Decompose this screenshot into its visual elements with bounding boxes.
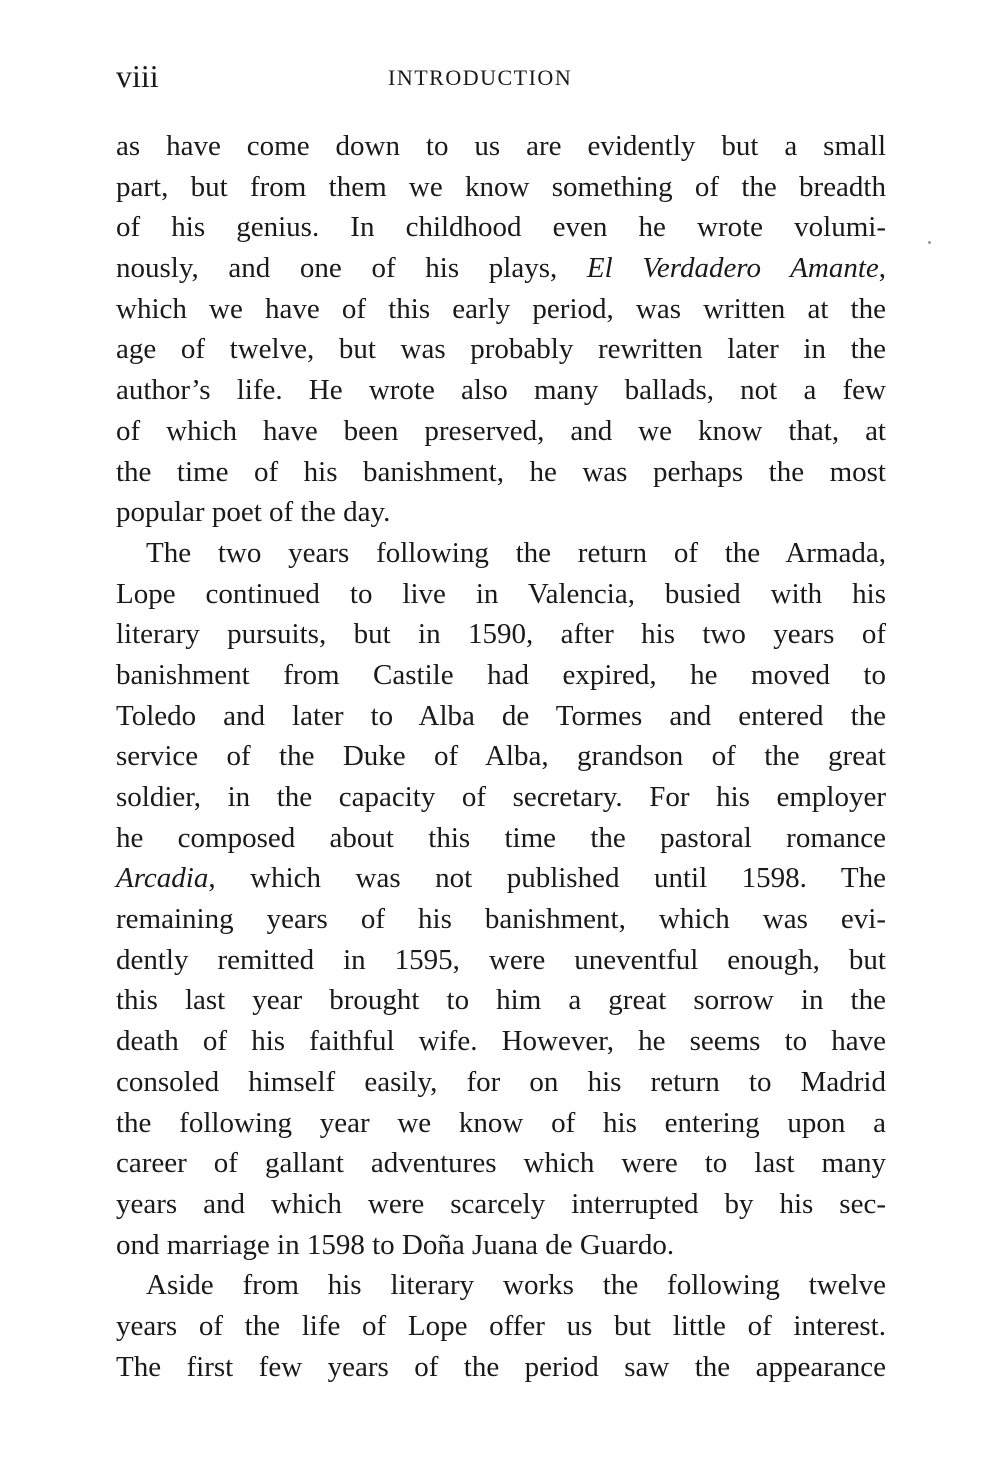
text-line-start: nously, and one of his plays, <box>116 252 587 285</box>
scan-speck <box>928 241 931 244</box>
text-line: consoled himself easily, for on his return to Madrid <box>116 1065 886 1098</box>
text-line: Lope continued to live in Valencia, busied with his <box>116 577 886 610</box>
text-line: dently remitted in 1595, were uneventful enough, but <box>116 943 886 976</box>
text-line: banishment from Castile had expired, he moved to <box>116 658 886 691</box>
play-title: El Verdadero Amante <box>586 252 879 285</box>
text-line: Toledo and later to Alba de Tormes and entered the <box>116 699 886 732</box>
body-text <box>116 126 886 1387</box>
text-line: The two years following the return of the Armada, <box>146 536 886 569</box>
text-line: Aside from his literary works the following twelve <box>146 1269 886 1302</box>
text-line: career of gallant adventures which were to last many <box>116 1147 886 1180</box>
page-number: viii <box>116 58 159 94</box>
running-head: INTRODUCTION <box>388 65 573 90</box>
text-line: service of the Duke of Alba, grandson of the great <box>116 740 886 773</box>
text-line: literary pursuits, but in 1590, after his two years of <box>116 618 886 651</box>
text-line <box>116 858 886 899</box>
text-line: years of the life of Lope offer us but little of interest. <box>116 1309 886 1342</box>
text-line: author’s life. He wrote also many ballads, not a few <box>116 374 886 407</box>
text-line: The first few years of the period saw the appearance <box>116 1350 886 1383</box>
text-line-end: , <box>878 252 886 285</box>
text-line: popular poet of the day. <box>116 496 391 529</box>
text-line: remaining years of his banishment, which was evi- <box>116 903 886 936</box>
text-line: of his genius. In childhood even he wrote volumi- <box>116 211 886 244</box>
text-line: ond marriage in 1598 to Doña Juana de Guardo. <box>116 1228 675 1261</box>
text-line: he composed about this time the pastoral romance <box>116 821 886 854</box>
text-line: of which have been preserved, and we know that, at <box>116 414 886 447</box>
text-line: which we have of this early period, was written at the <box>116 292 886 325</box>
text-line: death of his faithful wife. However, he seems to have <box>116 1025 886 1058</box>
page-header <box>116 56 886 96</box>
text-line: as have come down to us are evidently but a small <box>116 130 886 162</box>
text-line: this last year brought to him a great sorrow in the <box>116 984 886 1017</box>
text-line: age of twelve, but was probably rewritten later in the <box>116 333 886 366</box>
text-line: years and which were scarcely interrupted by his sec- <box>116 1187 886 1220</box>
text-line: soldier, in the capacity of secretary. For his employer <box>116 781 886 813</box>
text-line: the following year we know of his entering upon a <box>116 1106 886 1139</box>
text-line <box>116 248 886 289</box>
romance-title: Arcadia <box>116 862 209 895</box>
text-line: the time of his banishment, he was perhaps the most <box>116 455 886 488</box>
text-line-rest: , which was not published until 1598. The <box>208 862 886 895</box>
text-line: part, but from them we know something of the breadth <box>116 170 886 203</box>
